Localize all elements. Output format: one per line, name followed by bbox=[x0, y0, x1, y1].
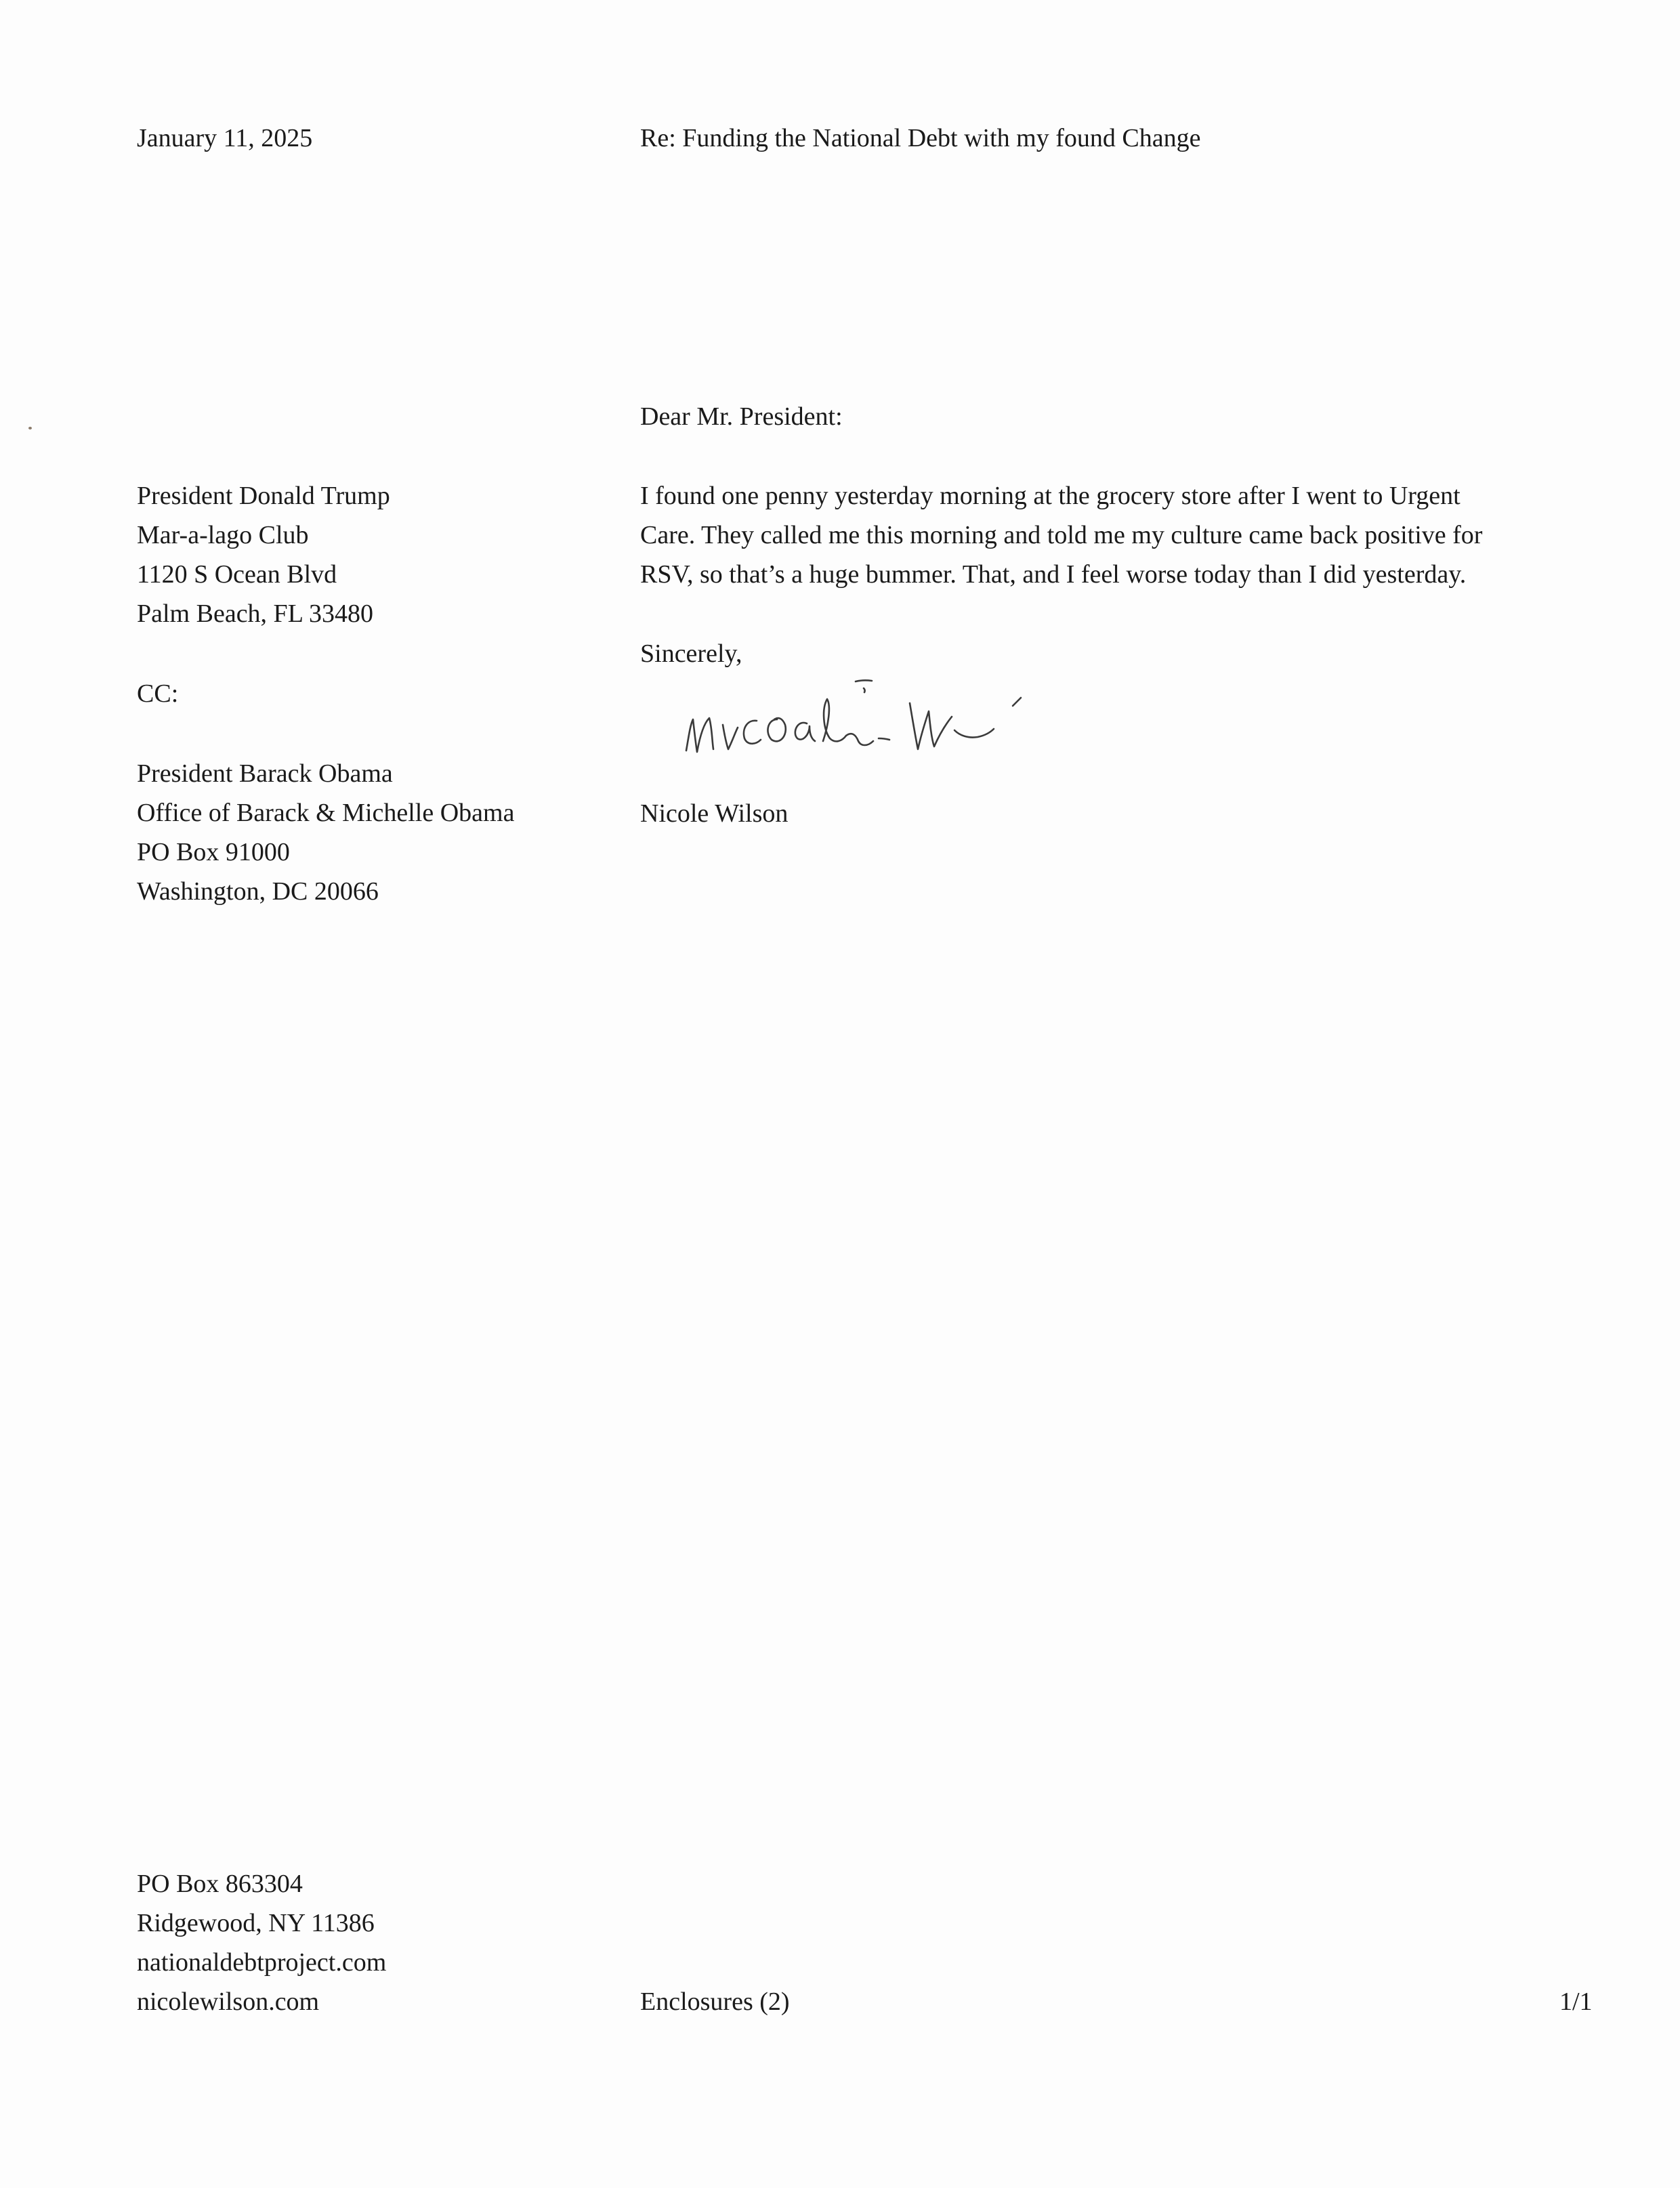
sender-po-box: PO Box 863304 bbox=[137, 1870, 303, 1898]
paper-speck bbox=[28, 427, 32, 429]
body-line: RSV, so that’s a huge bummer. That, and I feel worse today than I did yesterday. bbox=[640, 560, 1467, 589]
letter-body bbox=[640, 476, 1575, 594]
handwritten-signature bbox=[681, 671, 1047, 772]
sender-website: nationaldebtproject.com bbox=[137, 1948, 387, 1977]
cc-po-box: PO Box 91000 bbox=[137, 838, 290, 866]
signature-image bbox=[681, 671, 1047, 772]
closing: Sincerely, bbox=[640, 639, 742, 668]
recipient-organization: Mar-a-lago Club bbox=[137, 521, 309, 549]
recipient-address bbox=[137, 476, 390, 633]
cc-address bbox=[137, 754, 514, 911]
cc-name: President Barack Obama bbox=[137, 759, 393, 788]
signer-name: Nicole Wilson bbox=[640, 799, 789, 828]
sender-city: Ridgewood, NY 11386 bbox=[137, 1909, 375, 1937]
recipient-city: Palm Beach, FL 33480 bbox=[137, 599, 373, 628]
recipient-street: 1120 S Ocean Blvd bbox=[137, 560, 337, 589]
cc-city: Washington, DC 20066 bbox=[137, 877, 379, 906]
sender-website: nicolewilson.com bbox=[137, 1987, 320, 2016]
cc-label: CC: bbox=[137, 679, 179, 708]
page-number: 1/1 bbox=[1559, 1987, 1593, 2016]
sender-address bbox=[137, 1864, 386, 2021]
letter-subject: Re: Funding the National Debt with my found Change bbox=[640, 124, 1201, 152]
cc-organization: Office of Barack & Michelle Obama bbox=[137, 799, 515, 827]
letter-date: January 11, 2025 bbox=[137, 124, 313, 152]
salutation: Dear Mr. President: bbox=[640, 402, 843, 431]
body-line: Care. They called me this morning and told me my culture came back positive for bbox=[640, 521, 1483, 549]
recipient-name: President Donald Trump bbox=[137, 482, 390, 510]
body-line: I found one penny yesterday morning at the grocery store after I went to Urgent bbox=[640, 482, 1461, 510]
enclosures-note: Enclosures (2) bbox=[640, 1987, 790, 2016]
